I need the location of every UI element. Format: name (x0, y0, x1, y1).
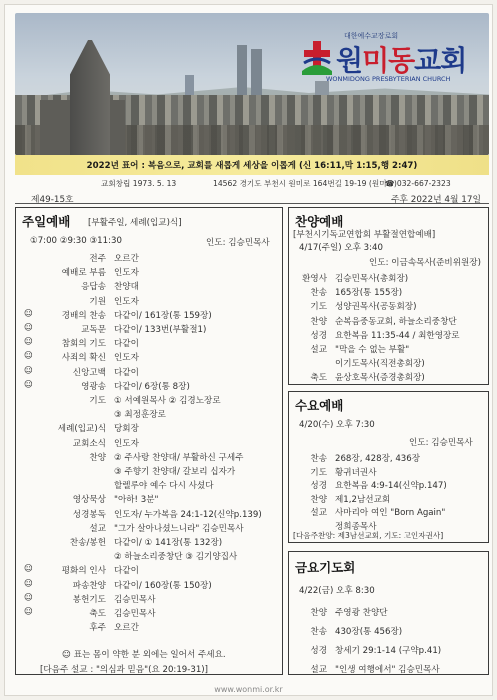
order-label: 축도 (310, 373, 327, 384)
order-value: 순복음중동교회, 하늘소리중창단 (335, 316, 457, 327)
order-value: 165장(통 155장) (335, 288, 403, 299)
order-value: 다같이/ 161장(통 159장) (114, 310, 212, 321)
order-value: 다같이/ 6장(통 8장) (114, 381, 190, 392)
wednesday-next: [다음주찬양: 제3남선교회, 기도: 고인자권사] (293, 531, 444, 540)
order-value: 창세기 29:1-14 (구약p.41) (335, 646, 442, 656)
order-value: 김승민목사(총회장) (335, 274, 409, 284)
order-value: ③ 주향기 찬양대/ 갈보리 십자가 (114, 467, 236, 477)
order-label: 사죄의 확신 (61, 353, 106, 364)
standing-note: ☺ 표는 몸이 약한 분 외에는 일어서 주세요. (62, 650, 226, 660)
order-label: 찬송 (310, 288, 327, 299)
order-value: 다같이/ ① 141장(통 132장) (114, 538, 223, 548)
order-label: 평화의 인사 (61, 566, 106, 577)
praise-subtitle: [부천시기독교연합회 부활절연합예배] (293, 230, 436, 240)
order-value: ② 주사랑 찬양대/ 부활하신 구세주 (114, 452, 244, 463)
order-label: 찬송/봉헌 (69, 538, 106, 548)
sunday-title: 주일예배 (22, 214, 71, 229)
order-value: 다같이 (114, 339, 139, 350)
order-label: 찬송 (310, 454, 327, 464)
order-label: 신앙고백 (72, 367, 106, 378)
wednesday-presider: 인도: 김승민목사 (409, 438, 473, 448)
order-label: 기원 (89, 296, 106, 307)
church-info (15, 176, 489, 190)
cross-logo-icon (302, 41, 332, 75)
order-value: 인도자/ 누가복음 24:1-12(신약p.139) (114, 509, 262, 520)
issue-date: 주후 2022년 4월 17일 (390, 195, 481, 205)
order-label: 축도 (89, 609, 106, 619)
sunday-subtitle: [부활주일, 세례(입교)식] (88, 218, 182, 228)
wednesday-title: 수요예배 (295, 398, 344, 413)
standing-icon: ☺ (24, 337, 33, 348)
order-label: 세례(입교)식 (57, 424, 106, 435)
sunday-times: ①7:00 ②9:30 ③11:30 (30, 236, 122, 246)
order-label: 봉헌기도 (72, 594, 106, 605)
order-value: 김승민목사 (114, 594, 156, 605)
address: 14562 경기도 부천시 원미로 164번길 19-19 (원미동) (213, 178, 397, 188)
order-label: 환영사 (302, 274, 327, 284)
order-label: 성경 (310, 646, 327, 656)
order-value: 주영광 찬양단 (335, 608, 388, 618)
praise-presider: 인도: 이금속목사(준비위원장) (369, 258, 481, 268)
order-label: 기도 (310, 302, 327, 313)
order-label: 찬양 (310, 316, 327, 327)
logo-name: 원미동교회 (336, 44, 467, 77)
yearly-motto: 2022년 표어 : 복음으로, 교회를 새롭게 세상을 이롭게 (신 16:11,막 1:15,행 2:47) (15, 155, 489, 175)
standing-icon: ☺ (24, 365, 33, 376)
order-label: 성경 (310, 481, 327, 491)
order-label: 찬양 (310, 494, 327, 505)
order-value: 정희종목사 (335, 521, 377, 532)
order-value: 윤상호목사(증경총회장) (335, 373, 425, 384)
website-footer: www.wonmi.or.kr (214, 685, 283, 694)
standing-icon: ☺ (24, 308, 33, 319)
order-value: ① 서예원목사 ② 김경노장로 (114, 396, 221, 406)
order-label: 기도 (89, 396, 106, 406)
order-value: 다같이 (114, 566, 139, 577)
order-value: 다같이/ 160장(통 150장) (114, 580, 212, 591)
order-value: 요한복음 4:9-14(신약p.147) (335, 481, 447, 491)
order-label: 성경봉독 (72, 509, 106, 520)
logo-subtitle: 대한예수교장로회 (344, 32, 399, 40)
order-value: "그가 살아나셨느니라" 김승민목사 (114, 523, 244, 534)
order-label: 예배로 부름 (61, 268, 106, 279)
order-value: 황귀녀권사 (335, 467, 377, 478)
order-value: 할렐루야 예수 다시 사셨다 (114, 481, 214, 492)
praise-title: 찬양예배 (295, 214, 344, 229)
standing-icon: ☺ (24, 564, 33, 575)
order-value: 인도자 (114, 268, 139, 279)
order-label: 찬양 (89, 452, 106, 463)
order-label: 경배의 찬송 (61, 310, 106, 321)
logo-english-name: WONMIDONG PRESBYTERIAN CHURCH (326, 75, 451, 83)
church-logo (298, 31, 488, 91)
order-value: 당회장 (114, 424, 139, 435)
order-value: 다같이/ 133번(부활절1) (114, 325, 207, 335)
order-value: ③ 최정훈장로 (114, 410, 166, 421)
standing-icon: ☺ (24, 379, 33, 390)
order-label: 설교 (89, 523, 106, 534)
order-value: 268장, 428장, 436장 (335, 454, 421, 464)
order-value: 인도자 (114, 438, 139, 449)
standing-icon: ☺ (24, 592, 33, 603)
order-value: 성양권목사(공동회장) (335, 302, 417, 313)
order-value: 430장(통 456장) (335, 627, 403, 637)
standing-icon: ☺ (24, 607, 33, 617)
order-label: 파송찬양 (72, 580, 106, 591)
praise-worship-box (288, 207, 489, 385)
bulletin-sheet (4, 4, 493, 696)
order-value: 사마리아 여인 "Born Again" (335, 508, 446, 518)
order-label: 응답송 (81, 282, 106, 293)
order-label: 교회소식 (72, 438, 106, 449)
phone: ☎ 032-667-2323 (385, 178, 451, 188)
order-label: 교독문 (81, 325, 106, 335)
standing-icon: ☺ (24, 323, 33, 333)
praise-time: 4/17(주일) 오후 3:40 (299, 243, 383, 253)
order-label: 설교 (310, 508, 327, 518)
sunday-worship-box (15, 207, 283, 675)
order-value: 인도자 (114, 353, 139, 364)
order-value: 제1,2남선교회 (335, 494, 391, 505)
order-value: 다같이 (114, 367, 139, 378)
friday-time: 4/22(금) 오후 8:30 (299, 586, 375, 596)
wednesday-worship-box (288, 391, 489, 543)
order-value: 오르간 (114, 254, 139, 264)
order-label: 후주 (89, 623, 106, 634)
order-label: 설교 (310, 345, 327, 355)
order-label: 참회의 기도 (61, 339, 106, 350)
friday-title: 금요기도회 (295, 560, 356, 575)
friday-prayer-box (288, 551, 489, 675)
order-label: 찬양 (310, 608, 327, 618)
standing-icon: ☺ (24, 351, 33, 362)
founded-date: 교회창립 1973. 5. 13 (101, 178, 177, 188)
order-value: 오르간 (114, 623, 139, 634)
order-label: 기도 (310, 467, 327, 478)
order-label: 설교 (310, 665, 327, 675)
order-value: "아하! 3분" (114, 495, 159, 506)
order-value: 요한복음 11:35-44 / 최한영장로 (335, 330, 460, 341)
order-value: 김승민목사 (114, 609, 156, 619)
order-value: 인도자 (114, 296, 139, 307)
wednesday-time: 4/20(수) 오후 7:30 (299, 420, 375, 430)
order-value: "인생 여행에서" 김승민목사 (335, 665, 440, 675)
header-photo (15, 13, 489, 155)
order-label: 영상묵상 (72, 495, 106, 506)
issue-volume: 제49-15호 (31, 195, 74, 205)
order-label: 전주 (89, 254, 106, 264)
next-week-sermon: [다음주 설교 : "의심과 믿음"(요 20:19-31)] (40, 665, 208, 675)
order-value: 이기도목사(직전총회장) (335, 359, 425, 370)
order-value: 찬양대 (114, 282, 139, 293)
order-label: 찬송 (310, 627, 327, 637)
issue-row (15, 191, 489, 204)
order-label: 영광송 (81, 381, 106, 392)
standing-icon: ☺ (24, 578, 33, 589)
sunday-presider: 인도: 김승민목사 (206, 238, 270, 248)
order-value: ② 하늘소리중창단 ③ 김기양집사 (114, 552, 238, 563)
order-value: "막을 수 없는 부활" (335, 345, 410, 355)
order-label: 성경 (310, 330, 327, 341)
